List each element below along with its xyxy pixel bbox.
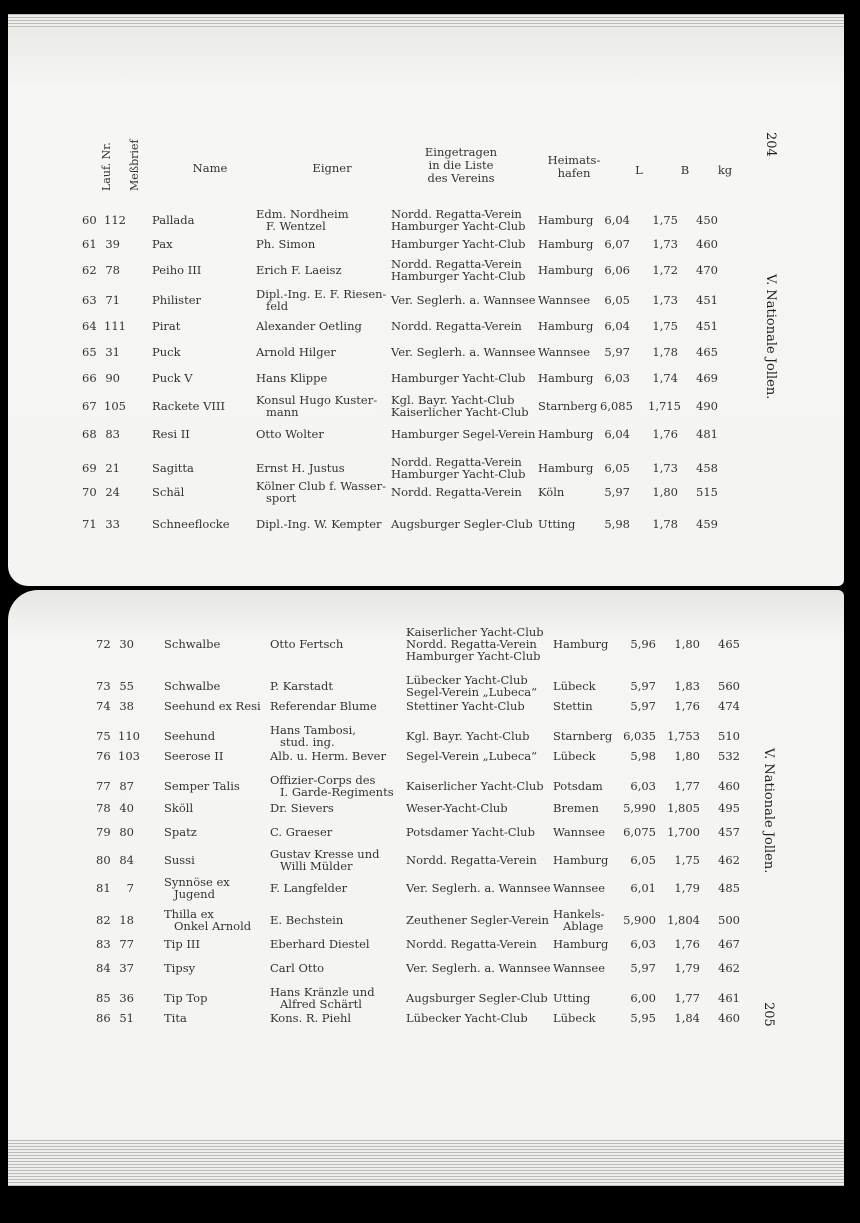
cell-kg: 467 — [718, 937, 740, 951]
cell-verein: Ver. Seglerh. a. Wannsee — [406, 961, 551, 975]
cell-b: 1,74 — [652, 371, 678, 385]
cell-lauf-nr: 76 — [96, 749, 111, 763]
cell-messbrief: 111 — [104, 319, 126, 333]
cell-eigner: Otto Fertsch — [270, 637, 344, 651]
cell-heimatshafen: Wannsee — [553, 825, 606, 839]
cell-lauf-nr: 62 — [82, 263, 97, 277]
cell-name: Spatz — [164, 825, 197, 839]
cell-lauf-nr: 71 — [82, 517, 97, 531]
cell-kg: 469 — [696, 371, 718, 385]
cell-l: 6,05 — [630, 853, 656, 867]
cell-lauf-nr: 66 — [82, 371, 97, 385]
page-number: 205 — [761, 1002, 776, 1027]
cell-name: Synnöse ex Jugend — [164, 875, 230, 901]
cell-eigner: Dipl.-Ing. E. F. Riesen- feld — [256, 287, 387, 313]
cell-verein: Ver. Seglerh. a. Wannsee — [391, 293, 536, 307]
cell-kg: 532 — [718, 749, 740, 763]
header-eigner: Eigner — [312, 161, 352, 175]
cell-lauf-nr: 81 — [96, 881, 111, 895]
cell-lauf-nr: 64 — [82, 319, 97, 333]
cell-l: 6,03 — [604, 371, 630, 385]
cell-messbrief: 55 — [119, 679, 134, 693]
cell-verein: Segel-Verein „Lubeca“ — [406, 749, 538, 763]
cell-verein: Weser-Yacht-Club — [406, 801, 508, 815]
cell-lauf-nr: 60 — [82, 213, 97, 227]
cell-kg: 465 — [696, 345, 718, 359]
cell-b: 1,72 — [652, 263, 678, 277]
cell-verein: Ver. Seglerh. a. Wannsee — [391, 345, 536, 359]
cell-messbrief: 90 — [105, 371, 120, 385]
cell-messbrief: 84 — [119, 853, 134, 867]
cell-name: Seerose II — [164, 749, 224, 763]
cell-kg: 460 — [718, 1011, 740, 1025]
cell-lauf-nr: 84 — [96, 961, 111, 975]
cell-b: 1,80 — [652, 485, 678, 499]
cell-l: 5,97 — [604, 485, 630, 499]
cell-b: 1,78 — [652, 345, 678, 359]
cell-b: 1,73 — [652, 293, 678, 307]
cell-heimatshafen: Hamburg — [538, 213, 594, 227]
cell-b: 1,804 — [667, 913, 700, 927]
cell-b: 1,805 — [667, 801, 700, 815]
cell-heimatshafen: Köln — [538, 485, 565, 499]
cell-messbrief: 24 — [105, 485, 120, 499]
cell-eigner: Gustav Kresse und Willi Mülder — [270, 847, 380, 873]
cell-verein: Nordd. Regatta-Verein — [406, 937, 537, 951]
page-number: 204 — [763, 132, 778, 157]
cell-b: 1,76 — [674, 937, 700, 951]
cell-lauf-nr: 78 — [96, 801, 111, 815]
cell-b: 1,75 — [652, 319, 678, 333]
cell-l: 5,990 — [623, 801, 656, 815]
header-l: L — [635, 163, 643, 177]
cell-messbrief: 112 — [104, 213, 126, 227]
cell-messbrief: 38 — [119, 699, 134, 713]
cell-name: Rackete VIII — [152, 399, 226, 413]
cell-l: 6,04 — [604, 427, 630, 441]
cell-name: Sussi — [164, 853, 195, 867]
cell-heimatshafen: Stettin — [553, 699, 593, 713]
cell-l: 5,95 — [630, 1011, 656, 1025]
cell-heimatshafen: Hankels- Ablage — [553, 907, 605, 933]
cell-verein: Augsburger Segler-Club — [391, 517, 533, 531]
cell-messbrief: 87 — [119, 779, 134, 793]
header-liste: Eingetragen in die Liste des Vereins — [424, 145, 498, 185]
cell-messbrief: 83 — [105, 427, 120, 441]
cell-eigner: Erich F. Laeisz — [256, 263, 342, 277]
page-204 — [8, 28, 844, 586]
cell-lauf-nr: 82 — [96, 913, 111, 927]
cell-eigner: Referendar Blume — [270, 699, 377, 713]
cell-verein: Lübecker Yacht-Club — [406, 1011, 528, 1025]
cell-l: 6,07 — [604, 237, 630, 251]
cell-kg: 470 — [696, 263, 718, 277]
cell-eigner: Ph. Simon — [256, 237, 316, 251]
cell-l: 6,00 — [630, 991, 656, 1005]
cell-heimatshafen: Wannsee — [538, 345, 591, 359]
cell-kg: 451 — [696, 293, 718, 307]
cell-heimatshafen: Bremen — [553, 801, 599, 815]
cell-name: Tip Top — [164, 991, 208, 1005]
cell-l: 5,98 — [604, 517, 630, 531]
cell-lauf-nr: 80 — [96, 853, 111, 867]
cell-kg: 460 — [696, 237, 718, 251]
cell-verein: Stettiner Yacht-Club — [406, 699, 525, 713]
cell-eigner: P. Karstadt — [270, 679, 334, 693]
cell-lauf-nr: 75 — [96, 729, 111, 743]
cell-name: Semper Talis — [164, 779, 240, 793]
cell-l: 6,04 — [604, 319, 630, 333]
cell-b: 1,79 — [674, 961, 700, 975]
cell-l: 6,075 — [623, 825, 656, 839]
cell-name: Pirat — [152, 319, 181, 333]
cell-verein: Zeuthener Segler-Verein — [406, 913, 549, 927]
cell-kg: 460 — [718, 779, 740, 793]
cell-eigner: Konsul Hugo Kuster- mann — [256, 393, 378, 419]
cell-l: 6,06 — [604, 263, 630, 277]
cell-lauf-nr: 65 — [82, 345, 97, 359]
cell-l: 5,900 — [623, 913, 656, 927]
cell-verein: Nordd. Regatta-Verein — [391, 485, 522, 499]
cell-heimatshafen: Hamburg — [538, 319, 594, 333]
cell-kg: 485 — [718, 881, 740, 895]
cell-messbrief: 21 — [105, 461, 120, 475]
cell-messbrief: 103 — [118, 749, 140, 763]
cell-name: Schwalbe — [164, 679, 221, 693]
cell-l: 6,04 — [604, 213, 630, 227]
cell-eigner: Edm. Nordheim F. Wentzel — [256, 207, 349, 233]
cell-kg: 481 — [696, 427, 718, 441]
cell-l: 5,97 — [604, 345, 630, 359]
cell-verein: Nordd. Regatta-Verein Hamburger Yacht-Club — [391, 207, 526, 233]
cell-b: 1,78 — [652, 517, 678, 531]
cell-name: Pallada — [152, 213, 195, 227]
cell-l: 6,05 — [604, 293, 630, 307]
cell-heimatshafen: Utting — [553, 991, 591, 1005]
cell-l: 5,97 — [630, 961, 656, 975]
cell-b: 1,75 — [652, 213, 678, 227]
cell-heimatshafen: Hamburg — [553, 637, 609, 651]
header-name: Name — [192, 161, 228, 175]
cell-kg: 461 — [718, 991, 740, 1005]
cell-kg: 495 — [718, 801, 740, 815]
cell-b: 1,76 — [674, 699, 700, 713]
side-title: V. Nationale Jollen. — [763, 274, 778, 400]
cell-name: Seehund — [164, 729, 216, 743]
cell-lauf-nr: 68 — [82, 427, 97, 441]
cell-lauf-nr: 85 — [96, 991, 111, 1005]
cell-eigner: Dipl.-Ing. W. Kempter — [256, 517, 382, 531]
cell-name: Schwalbe — [164, 637, 221, 651]
cell-name: Puck — [152, 345, 181, 359]
cell-verein: Potsdamer Yacht-Club — [406, 825, 535, 839]
cell-name: Sagitta — [152, 461, 194, 475]
cell-heimatshafen: Lübeck — [553, 749, 596, 763]
page-205 — [8, 590, 844, 1160]
cell-heimatshafen: Hamburg — [538, 461, 594, 475]
cell-l: 6,03 — [630, 937, 656, 951]
cell-l: 6,085 — [600, 399, 633, 413]
cell-verein: Kaiserlicher Yacht-Club — [406, 779, 544, 793]
cell-kg: 515 — [696, 485, 718, 499]
cell-eigner: Offizier-Corps des I. Garde-Regiments — [270, 773, 394, 799]
page-edge-bottom — [8, 1140, 844, 1186]
cell-verein: Hamburger Yacht-Club — [391, 237, 526, 251]
cell-name: Schäl — [152, 485, 185, 499]
cell-heimatshafen: Starnberg — [553, 729, 613, 743]
cell-kg: 457 — [718, 825, 740, 839]
cell-lauf-nr: 69 — [82, 461, 97, 475]
cell-heimatshafen: Wannsee — [553, 881, 606, 895]
cell-name: Pax — [152, 237, 173, 251]
cell-kg: 450 — [696, 213, 718, 227]
cell-messbrief: 30 — [119, 637, 134, 651]
cell-heimatshafen: Hamburg — [538, 427, 594, 441]
cell-eigner: Kölner Club f. Wasser- sport — [256, 479, 386, 505]
cell-lauf-nr: 73 — [96, 679, 111, 693]
cell-b: 1,83 — [674, 679, 700, 693]
cell-kg: 462 — [718, 961, 740, 975]
cell-b: 1,77 — [674, 991, 700, 1005]
header-b: B — [680, 163, 690, 177]
cell-eigner: Arnold Hilger — [256, 345, 336, 359]
header-kg: kg — [717, 163, 733, 177]
cell-eigner: C. Graeser — [270, 825, 333, 839]
cell-eigner: E. Bechstein — [270, 913, 344, 927]
cell-heimatshafen: Hamburg — [538, 263, 594, 277]
cell-verein: Lübecker Yacht-Club Segel-Verein „Lubeca“ — [406, 673, 538, 699]
cell-verein: Nordd. Regatta-Verein — [391, 319, 522, 333]
cell-messbrief: 7 — [126, 881, 134, 895]
cell-heimatshafen: Lübeck — [553, 1011, 596, 1025]
cell-l: 5,96 — [630, 637, 656, 651]
cell-b: 1,715 — [648, 399, 681, 413]
cell-lauf-nr: 77 — [96, 779, 111, 793]
cell-kg: 459 — [696, 517, 718, 531]
cell-messbrief: 33 — [105, 517, 120, 531]
cell-b: 1,76 — [652, 427, 678, 441]
cell-b: 1,700 — [667, 825, 700, 839]
cell-l: 5,97 — [630, 679, 656, 693]
cell-lauf-nr: 83 — [96, 937, 111, 951]
cell-name: Resi II — [152, 427, 190, 441]
cell-kg: 458 — [696, 461, 718, 475]
cell-l: 5,97 — [630, 699, 656, 713]
cell-kg: 462 — [718, 853, 740, 867]
cell-messbrief: 36 — [119, 991, 134, 1005]
cell-b: 1,84 — [674, 1011, 700, 1025]
cell-verein: Hamburger Segel-Verein — [391, 427, 536, 441]
cell-name: Tipsy — [164, 961, 196, 975]
cell-heimatshafen: Starnberg — [538, 399, 598, 413]
cell-b: 1,75 — [674, 853, 700, 867]
cell-verein: Kgl. Bayr. Yacht-Club — [406, 729, 530, 743]
cell-lauf-nr: 74 — [96, 699, 111, 713]
cell-kg: 510 — [718, 729, 740, 743]
cell-messbrief: 80 — [119, 825, 134, 839]
cell-eigner: Ernst H. Justus — [256, 461, 345, 475]
cell-name: Tip III — [164, 937, 200, 951]
cell-kg: 490 — [696, 399, 718, 413]
cell-lauf-nr: 63 — [82, 293, 97, 307]
cell-b: 1,79 — [674, 881, 700, 895]
cell-messbrief: 77 — [119, 937, 134, 951]
cell-name: Puck V — [152, 371, 193, 385]
cell-messbrief: 37 — [119, 961, 134, 975]
cell-lauf-nr: 86 — [96, 1011, 111, 1025]
cell-verein: Kgl. Bayr. Yacht-Club Kaiserlicher Yacht-Club — [391, 393, 529, 419]
cell-kg: 560 — [718, 679, 740, 693]
cell-heimatshafen: Lübeck — [553, 679, 596, 693]
cell-messbrief: 51 — [119, 1011, 134, 1025]
cell-messbrief: 39 — [105, 237, 120, 251]
cell-heimatshafen: Wannsee — [553, 961, 606, 975]
cell-messbrief: 31 — [105, 345, 120, 359]
cell-name: Peiho III — [152, 263, 202, 277]
cell-verein: Nordd. Regatta-Verein — [406, 853, 537, 867]
cell-lauf-nr: 72 — [96, 637, 111, 651]
cell-messbrief: 18 — [119, 913, 134, 927]
cell-messbrief: 78 — [105, 263, 120, 277]
cell-eigner: Eberhard Diestel — [270, 937, 370, 951]
cell-b: 1,753 — [667, 729, 700, 743]
cell-kg: 474 — [718, 699, 740, 713]
cell-name: Schneeflocke — [152, 517, 230, 531]
cell-heimatshafen: Hamburg — [538, 237, 594, 251]
cell-eigner: Dr. Sievers — [270, 801, 334, 815]
cell-messbrief: 71 — [105, 293, 120, 307]
cell-verein: Augsburger Segler-Club — [406, 991, 548, 1005]
cell-heimatshafen: Hamburg — [553, 937, 609, 951]
cell-heimatshafen: Utting — [538, 517, 576, 531]
cell-heimatshafen: Hamburg — [553, 853, 609, 867]
cell-eigner: Hans Klippe — [256, 371, 328, 385]
cell-name: Thilla ex Onkel Arnold — [164, 907, 252, 933]
cell-verein: Nordd. Regatta-Verein Hamburger Yacht-Club — [391, 257, 526, 283]
cell-verein: Ver. Seglerh. a. Wannsee — [406, 881, 551, 895]
cell-l: 6,03 — [630, 779, 656, 793]
cell-eigner: Carl Otto — [270, 961, 325, 975]
header-hafen: Heimats- hafen — [547, 153, 601, 180]
cell-lauf-nr: 70 — [82, 485, 97, 499]
cell-b: 1,80 — [674, 637, 700, 651]
cell-messbrief: 40 — [119, 801, 134, 815]
cell-kg: 451 — [696, 319, 718, 333]
cell-name: Seehund ex Resi — [164, 699, 261, 713]
header-lauf-nr: Lauf. Nr. — [100, 142, 113, 191]
cell-heimatshafen: Hamburg — [538, 371, 594, 385]
cell-kg: 465 — [718, 637, 740, 651]
cell-b: 1,73 — [652, 237, 678, 251]
cell-name: Tita — [164, 1011, 187, 1025]
cell-l: 6,01 — [630, 881, 656, 895]
cell-kg: 500 — [718, 913, 740, 927]
side-title: V. Nationale Jollen. — [761, 748, 776, 874]
cell-l: 6,05 — [604, 461, 630, 475]
cell-heimatshafen: Wannsee — [538, 293, 591, 307]
header-messbrief: Meßbrief — [128, 139, 141, 191]
cell-b: 1,80 — [674, 749, 700, 763]
cell-eigner: Alb. u. Herm. Bever — [270, 749, 386, 763]
cell-lauf-nr: 61 — [82, 237, 97, 251]
cell-verein: Nordd. Regatta-Verein Hamburger Yacht-Club — [391, 455, 526, 481]
cell-eigner: Hans Kränzle und Alfred Schärtl — [270, 985, 375, 1011]
cell-eigner: F. Langfelder — [270, 881, 348, 895]
cell-verein: Hamburger Yacht-Club — [391, 371, 526, 385]
cell-b: 1,73 — [652, 461, 678, 475]
cell-eigner: Hans Tambosi, stud. ing. — [270, 723, 356, 749]
cell-name: Sköll — [164, 801, 194, 815]
cell-verein: Kaiserlicher Yacht-Club Nordd. Regatta-Verein Hamburger Yacht-Club — [406, 625, 544, 663]
cell-messbrief: 105 — [104, 399, 126, 413]
cell-name: Philister — [152, 293, 202, 307]
cell-messbrief: 110 — [118, 729, 140, 743]
cell-l: 5,98 — [630, 749, 656, 763]
cell-heimatshafen: Potsdam — [553, 779, 603, 793]
cell-l: 6,035 — [623, 729, 656, 743]
cell-eigner: Alexander Oetling — [256, 319, 362, 333]
cell-eigner: Otto Wolter — [256, 427, 324, 441]
cell-eigner: Kons. R. Piehl — [270, 1011, 352, 1025]
cell-lauf-nr: 79 — [96, 825, 111, 839]
cell-lauf-nr: 67 — [82, 399, 97, 413]
cell-b: 1,77 — [674, 779, 700, 793]
